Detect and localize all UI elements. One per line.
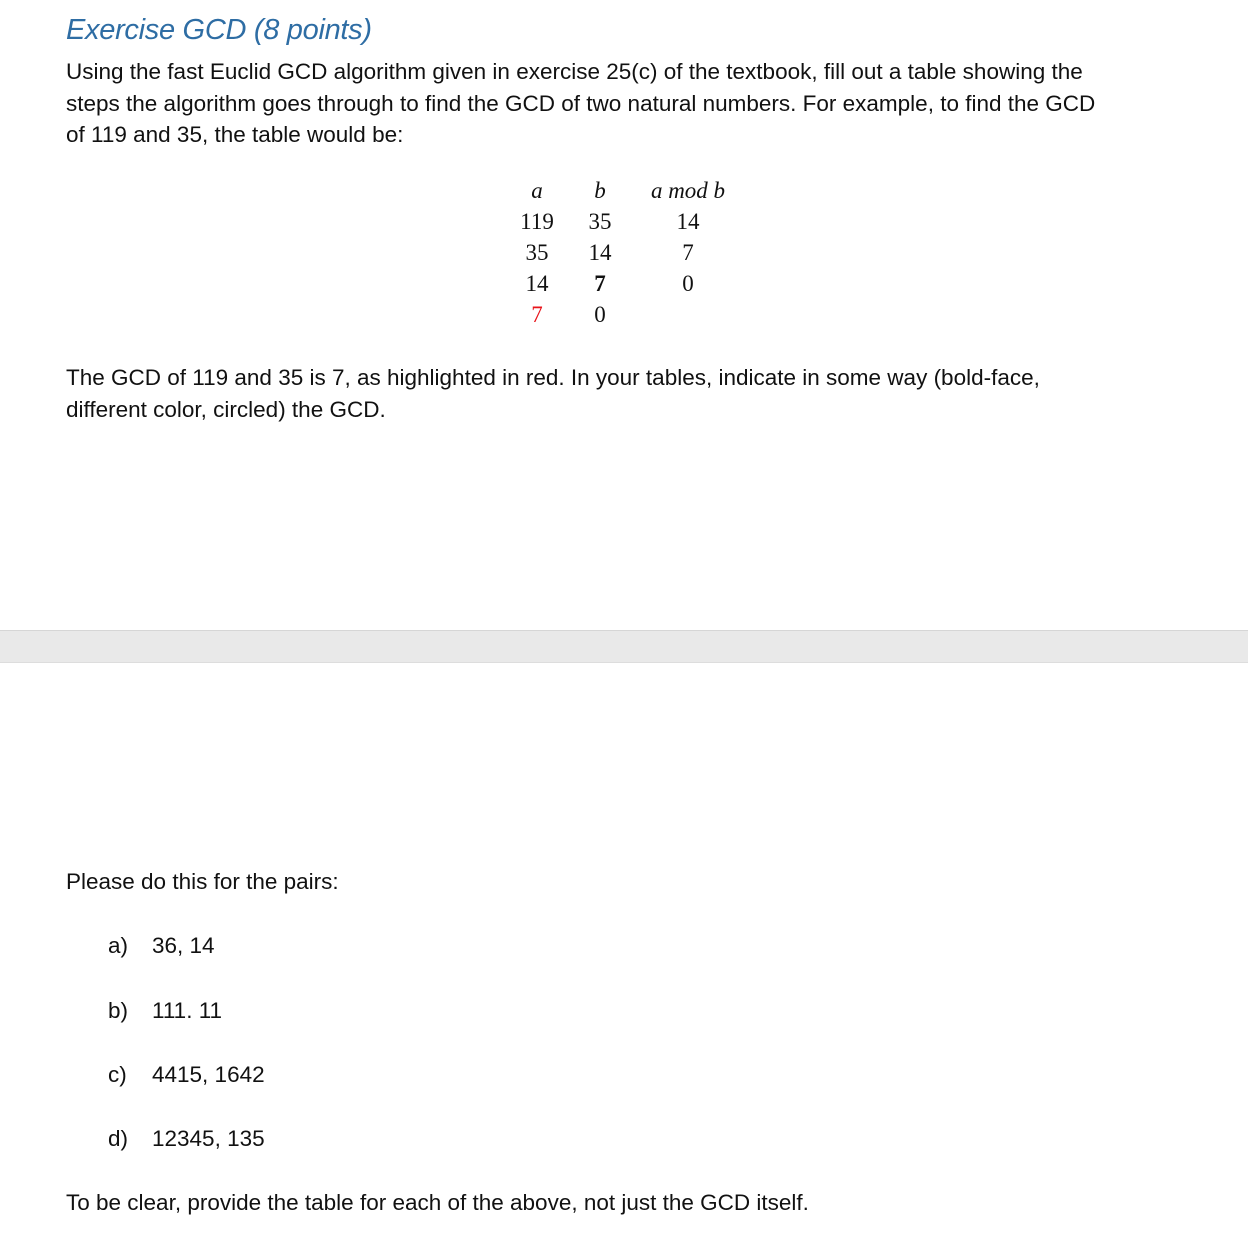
header-a: a [531, 178, 543, 203]
intro-line: steps the algorithm goes through to find the GCD of two natural numbers. For example, to find the GCD [66, 90, 1096, 116]
intro-line: of 119 and 35, the table would be: [66, 122, 404, 147]
table-row [500, 271, 760, 302]
cell-a: 14 [525, 271, 549, 296]
pair-item-d [108, 1126, 265, 1152]
note-paragraph [66, 362, 1196, 425]
note-line: different color, circled) the GCD. [66, 396, 386, 422]
pairs-intro: Please do this for the pairs: [66, 869, 339, 894]
note-line: The GCD of 119 and 35 is 7, as highlighted in red. In your tables, indicate in some way (bold-face, [66, 365, 1040, 390]
table-row [500, 302, 760, 333]
intro-paragraph [66, 56, 1196, 151]
pair-value: 4415, 1642 [152, 1062, 265, 1087]
cell-b: 35 [588, 209, 612, 234]
pair-label: c) [108, 1062, 127, 1087]
pair-label: a) [108, 933, 129, 958]
table-header-row [500, 178, 760, 209]
header-a-mod-b: a mod b [650, 178, 726, 203]
cell-a-mod-b: 7 [682, 240, 694, 265]
pair-value: 36, 14 [152, 933, 215, 958]
cell-a: 119 [520, 209, 554, 234]
exercise-title: Exercise GCD (8 points) [66, 14, 372, 46]
gcd-highlight-cell: 7 [531, 302, 543, 327]
page-break-separator [0, 630, 1248, 663]
header-b: b [594, 178, 606, 203]
pair-item-b [108, 998, 222, 1024]
pair-item-c [108, 1062, 265, 1088]
pair-value: 12345, 135 [152, 1126, 265, 1151]
pair-item-a [108, 933, 215, 959]
intro-line: Using the fast Euclid GCD algorithm given in exercise 25(c) of the textbook, fill out a table showing the [66, 59, 1083, 84]
cell-b: 0 [594, 302, 606, 327]
cell-a-mod-b: 14 [676, 209, 700, 234]
pair-label: b) [108, 998, 129, 1023]
cell-a-mod-b: 0 [682, 271, 694, 296]
closing-instruction: To be clear, provide the table for each of the above, not just the GCD itself. [66, 1190, 809, 1215]
table-row [500, 209, 760, 240]
table-row [500, 240, 760, 271]
pair-value: 111. 11 [152, 998, 223, 1023]
cell-a: 35 [525, 240, 549, 265]
pair-label: d) [108, 1126, 129, 1151]
cell-b-bold: 7 [594, 271, 606, 296]
cell-b: 14 [588, 240, 612, 265]
